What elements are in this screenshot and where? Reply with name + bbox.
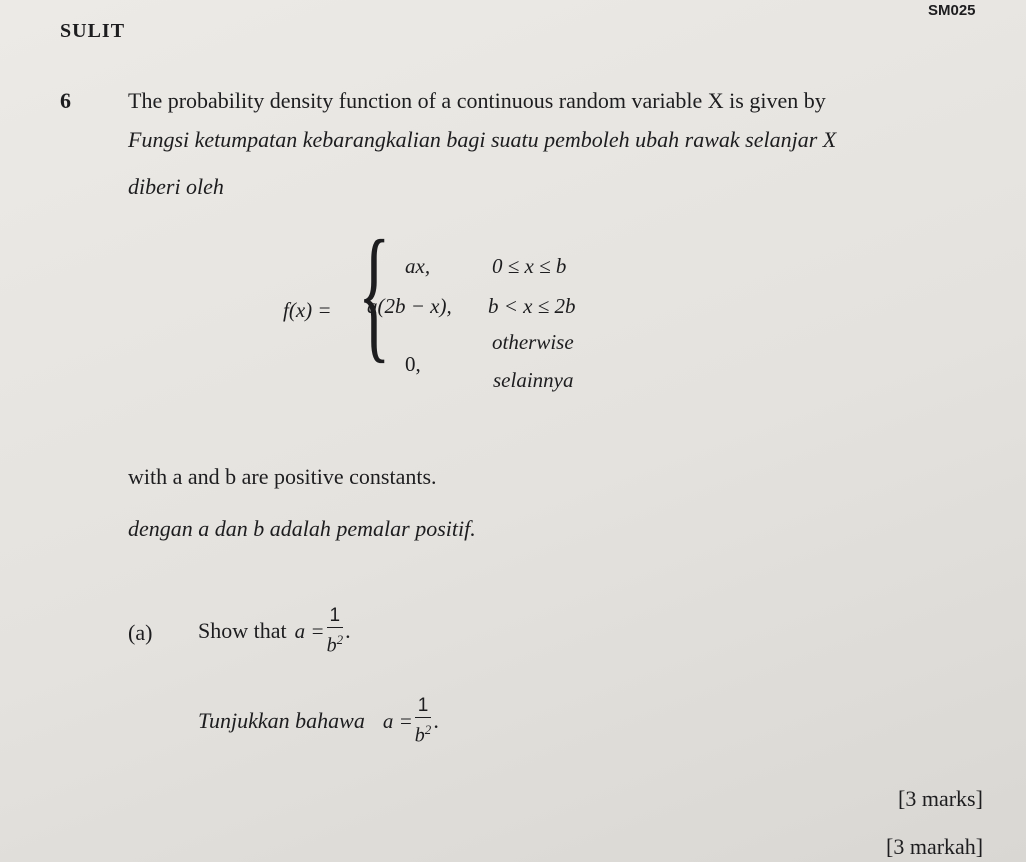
- part-a-en: [198, 605, 351, 658]
- marks-ms: [3 markah]: [886, 834, 984, 859]
- pdf-lhs: f(x) =: [283, 298, 332, 322]
- part-a-ms-period: .: [433, 708, 439, 734]
- marks-en: [3 marks]: [898, 786, 983, 811]
- constants-en: with a and b are positive constants.: [128, 464, 437, 489]
- part-a-ms-text: Tunjukkan bahawa: [198, 708, 365, 734]
- question-intro-ms-line1: Fungsi ketumpatan kebarangkalian bagi suatu pemboleh ubah rawak selanjar X: [128, 127, 837, 152]
- part-a-en-fraction: [327, 605, 344, 658]
- part-a-en-period: .: [345, 618, 351, 644]
- part-a-ms: [198, 695, 439, 748]
- paper-code: SM025: [928, 2, 976, 19]
- case-3-condition-ms: selainnya: [493, 368, 574, 392]
- question-intro-en: The probability density function of a continuous random variable X is given by: [128, 88, 826, 113]
- question-intro-ms-line2: diberi oleh: [128, 174, 224, 199]
- constants-ms: dengan a dan b adalah pemalar positif.: [128, 516, 476, 541]
- case-3-condition-en: otherwise: [492, 330, 574, 354]
- case-2-expr: a(2b − x),: [367, 294, 452, 318]
- part-a-en-text: Show that: [198, 618, 287, 644]
- case-2-condition: b < x ≤ 2b: [488, 294, 576, 318]
- fraction-numerator: 1: [327, 605, 344, 628]
- question-number: 6: [60, 88, 71, 113]
- sulit-header: SULIT: [60, 20, 126, 42]
- case-1-condition: 0 ≤ x ≤ b: [492, 254, 567, 278]
- left-brace: {: [358, 210, 391, 376]
- part-a-ms-fraction: [415, 695, 432, 748]
- case-3-expr: 0,: [405, 352, 421, 376]
- part-a-label: (a): [128, 620, 153, 645]
- case-1-expr: ax,: [405, 254, 431, 278]
- fraction-numerator: 1: [415, 695, 432, 718]
- fraction-denominator: $b^2$: [326, 632, 344, 657]
- part-a-ms-lhs: a =: [382, 708, 413, 733]
- fraction-denominator: $b^2$: [414, 722, 432, 747]
- part-a-en-lhs: a =: [294, 618, 325, 643]
